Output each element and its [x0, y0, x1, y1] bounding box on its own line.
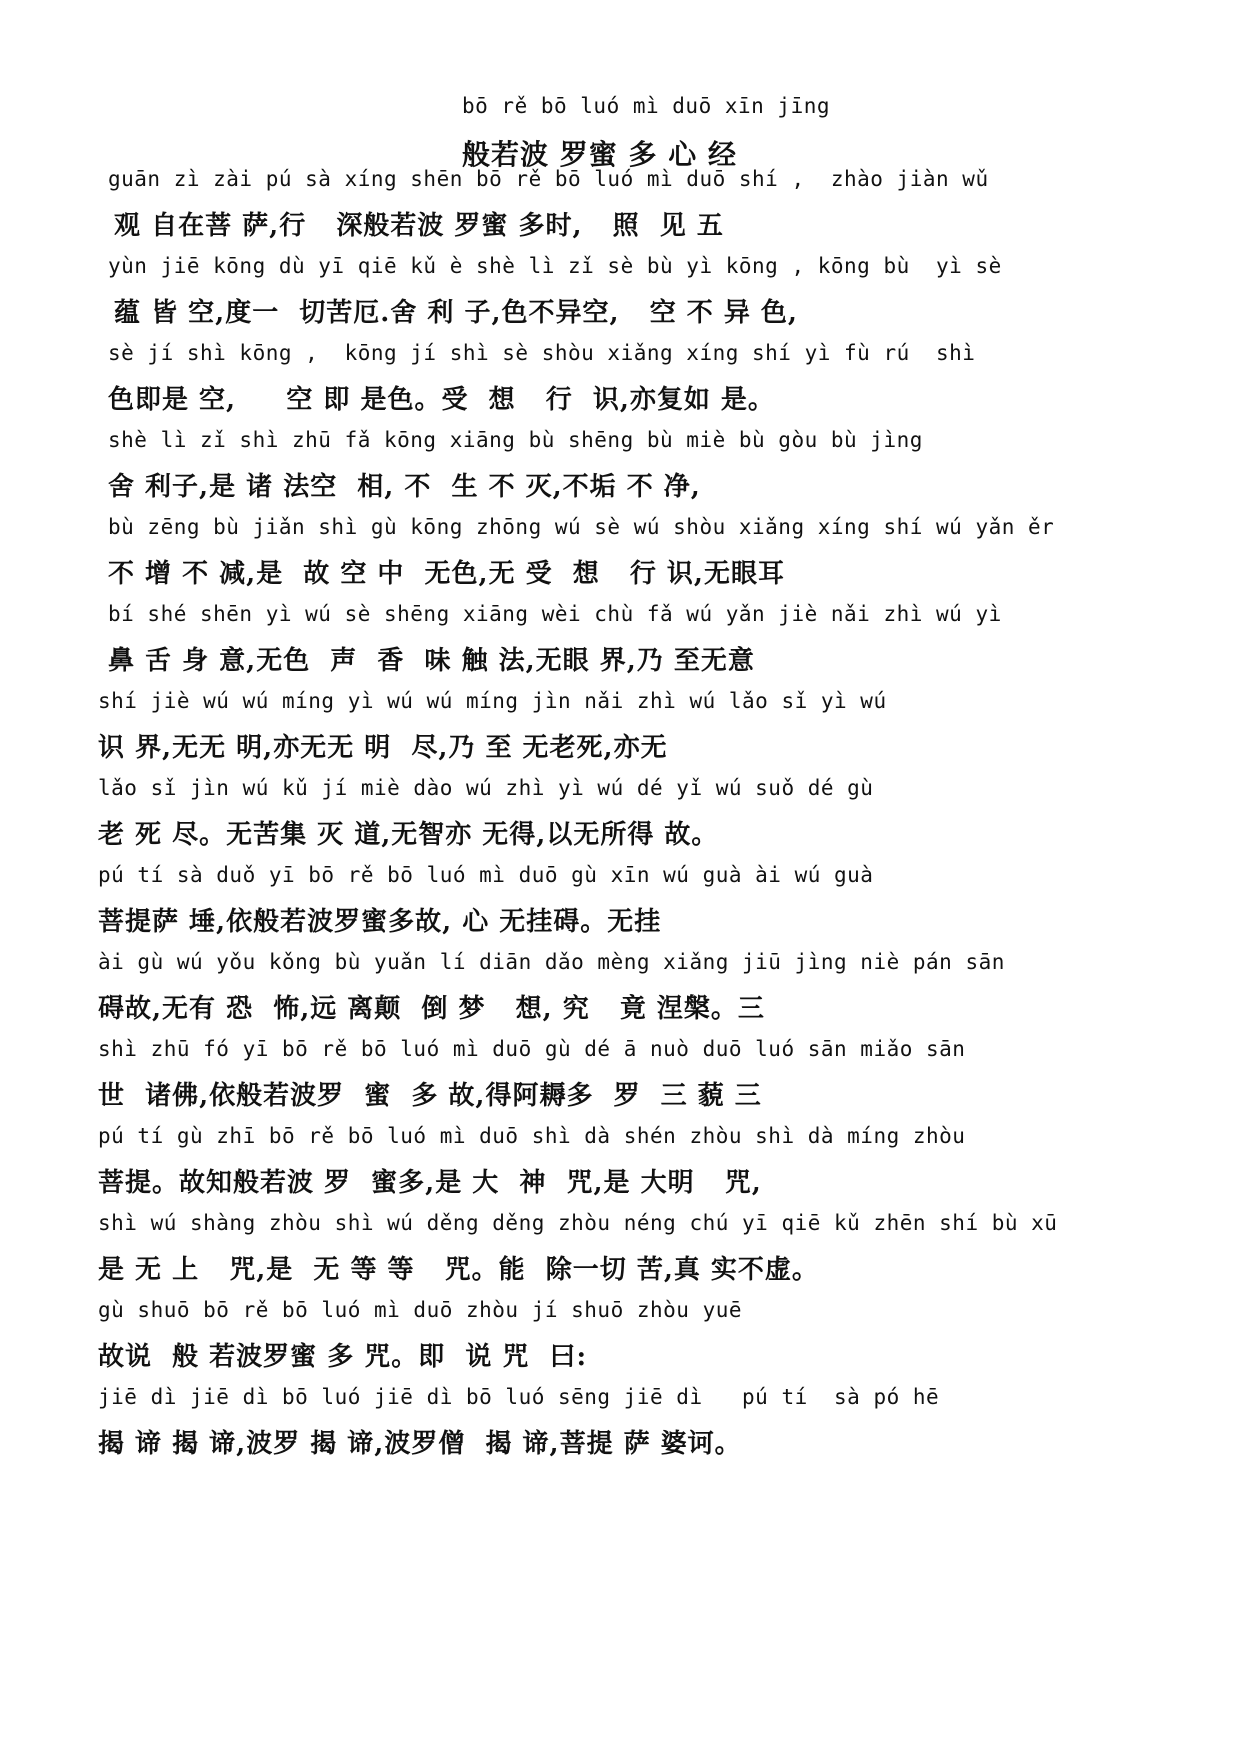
verse-5-hanzi: 不 增 不 减,是 故 空 中 无色,无 受 想 行 识,无眼耳 [108, 559, 785, 589]
verse-1-hanzi: 观 自在菩 萨,行 深般若波 罗蜜 多时, 照 见 五 [104, 211, 724, 241]
verse-8-hanzi: 老 死 尽。无苦集 灭 道,无智亦 无得,以无所得 故。 [98, 820, 719, 850]
verse-11-hanzi: 世 诸佛,依般若波罗 蜜 多 故,得阿耨多 罗 三 藐 三 [98, 1081, 762, 1111]
verse-11-pinyin: shì zhū fó yī bō rě bō luó mì duō gù dé ā nuò duō luó sān miǎo sān [98, 1037, 966, 1061]
title-pinyin: bō rě bō luó mì duō xīn jīng [462, 94, 831, 118]
verse-4-pinyin: shè lì zǐ shì zhū fǎ kōng xiāng bù shēng bù miè bù gòu bù jìng [108, 428, 923, 452]
verse-9-hanzi: 菩提萨 埵,依般若波罗蜜多故, 心 无挂碍。无挂 [98, 907, 662, 937]
verse-6-pinyin: bí shé shēn yì wú sè shēng xiāng wèi chù fǎ wú yǎn jiè nǎi zhì wú yì [108, 602, 1002, 626]
verse-6-hanzi: 鼻 舌 身 意,无色 声 香 味 触 法,无眼 界,乃 至无意 [108, 646, 755, 676]
verse-13-pinyin: shì wú shàng zhòu shì wú děng děng zhòu néng chú yī qiē kǔ zhēn shí bù xū [98, 1211, 1058, 1235]
verse-1-pinyin: guān zì zài pú sà xíng shēn bō rě bō luó mì duō shí , zhào jiàn wǔ [108, 167, 989, 191]
verse-3-hanzi: 色即是 空, 空 即 是色。受 想 行 识,亦复如 是。 [108, 385, 775, 415]
title-hanzi: 般若波 罗蜜 多 心 经 [462, 138, 737, 171]
verse-15-hanzi: 揭 谛 揭 谛,波罗 揭 谛,波罗僧 揭 谛,菩提 萨 婆诃。 [98, 1429, 742, 1459]
verse-4-hanzi: 舍 利子,是 诸 法空 相, 不 生 不 灭,不垢 不 净, [108, 472, 701, 502]
verse-14-pinyin: gù shuō bō rě bō luó mì duō zhòu jí shuō zhòu yuē [98, 1298, 743, 1322]
verse-10-hanzi: 碍故,无有 恐 怖,远 离颠 倒 梦 想, 究 竟 涅槃。三 [98, 994, 765, 1024]
verse-13-hanzi: 是 无 上 咒,是 无 等 等 咒。能 除一切 苦,真 实不虚。 [98, 1255, 819, 1285]
verse-7-hanzi: 识 界,无无 明,亦无无 明 尽,乃 至 无老死,亦无 [98, 733, 668, 763]
verse-2-hanzi: 蕴 皆 空,度一 切苦厄.舍 利 子,色不异空, 空 不 异 色, [104, 298, 798, 328]
verse-14-hanzi: 故说 般 若波罗蜜 多 咒。即 说 咒 曰: [98, 1342, 588, 1372]
verse-2-pinyin: yùn jiē kōng dù yī qiē kǔ è shè lì zǐ sè bù yì kōng , kōng bù yì sè [108, 254, 1002, 278]
verse-9-pinyin: pú tí sà duǒ yī bō rě bō luó mì duō gù xīn wú guà ài wú guà [98, 863, 874, 887]
verse-3-pinyin: sè jí shì kōng , kōng jí shì sè shòu xiǎng xíng shí yì fù rú shì [108, 341, 976, 365]
verse-8-pinyin: lǎo sǐ jìn wú kǔ jí miè dào wú zhì yì wú dé yǐ wú suǒ dé gù [98, 776, 874, 800]
verse-15-pinyin: jiē dì jiē dì bō luó jiē dì bō luó sēng jiē dì pú tí sà pó hē [98, 1385, 940, 1409]
verse-7-pinyin: shí jiè wú wú míng yì wú wú míng jìn nǎi zhì wú lǎo sǐ yì wú [98, 689, 887, 713]
verse-10-pinyin: ài gù wú yǒu kǒng bù yuǎn lí diān dǎo mèng xiǎng jiū jìng niè pán sān [98, 950, 1005, 974]
verse-5-pinyin: bù zēng bù jiǎn shì gù kōng zhōng wú sè wú shòu xiǎng xíng shí wú yǎn ěr [108, 515, 1055, 539]
verse-12-hanzi: 菩提。故知般若波 罗 蜜多,是 大 神 咒,是 大明 咒, [98, 1168, 762, 1198]
verse-12-pinyin: pú tí gù zhī bō rě bō luó mì duō shì dà shén zhòu shì dà míng zhòu [98, 1124, 966, 1148]
